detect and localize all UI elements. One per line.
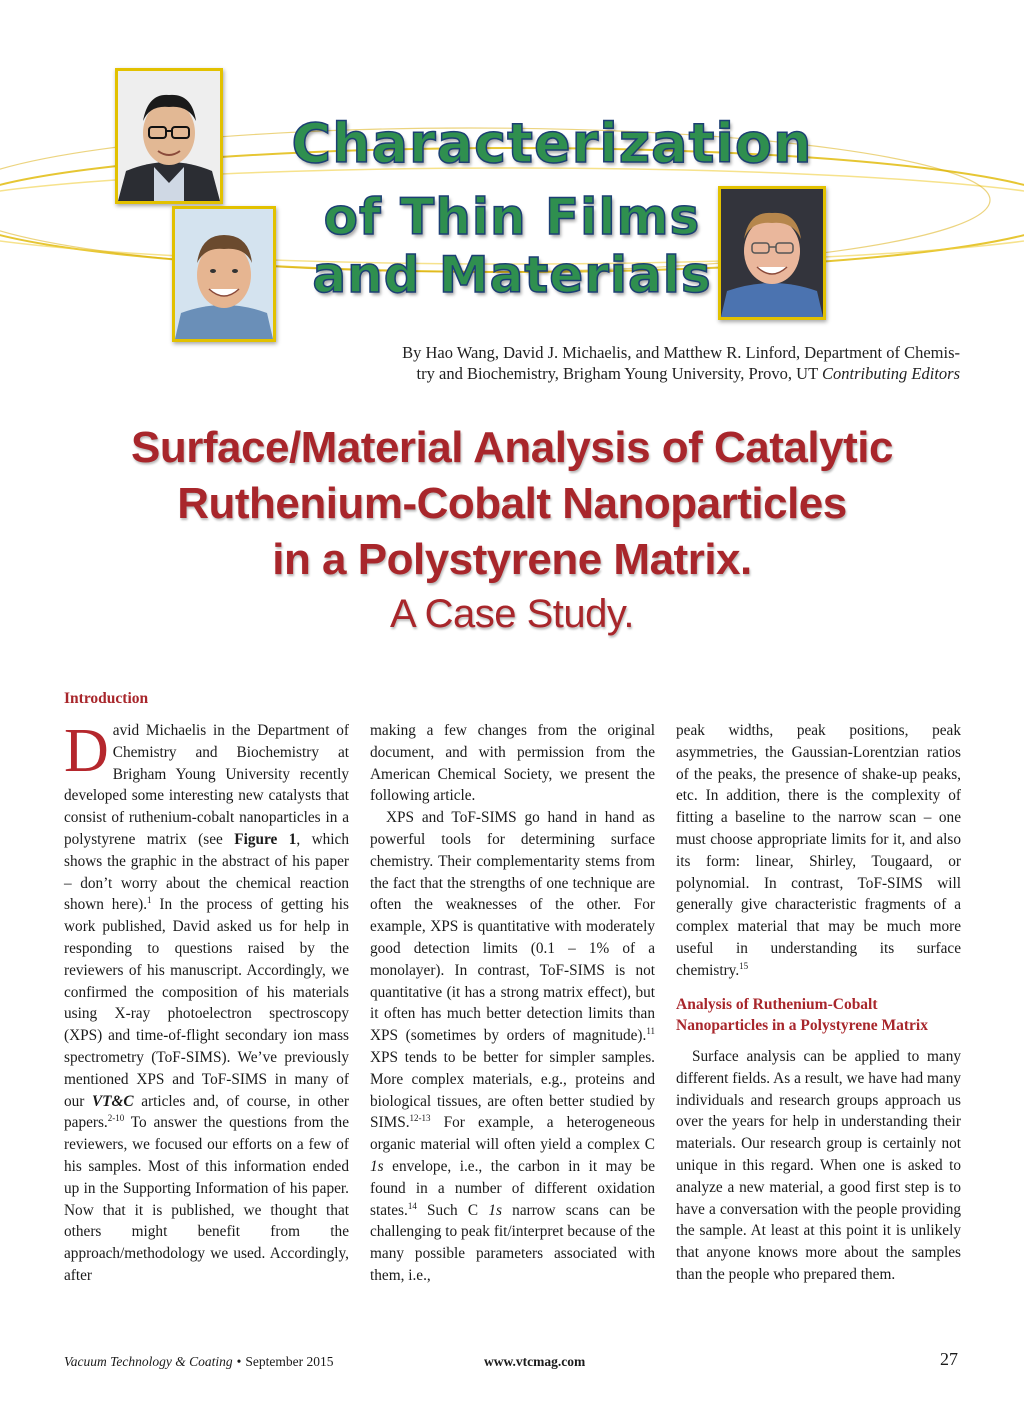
banner-title-line-1: Characterization <box>291 112 813 175</box>
body-column-1 <box>64 717 350 1287</box>
banner-title-line-3: and Materials <box>312 246 712 304</box>
text-run: XPS and ToF-SIMS go hand in hand as powerful tools for determining surface chemistry. Their complementarity stems from the fact that the strengths of one technique are often the weaknesses of the other. For example, XPS is quantitative with moderately good detection limits (0.1 – 1% of a monolayer). In contrast, ToF-SIMS is not quantitative (it has a strong matrix effect), but it often has much better detection limits than XPS (sometimes by orders of magnitude). <box>370 809 655 1045</box>
paragraph: Surface analysis can be applied to many different fields. As a result, we have had many individuals and research groups approach us over the years for help in understanding their materials. Our research group is certainly not unique in this regard. When one is asked to analyze a new material, a good first step is to have a conversation with the people providing the sample. At least at this point it is unlikely that anyone knows more about the samples than the people who prepared them. <box>676 1048 961 1283</box>
footer-publication <box>64 1354 333 1370</box>
text-run: XPS tends to be better for simpler samples. More complex materials, e.g., proteins and biological tissues, are often better studied by SIMS. <box>370 1048 655 1132</box>
byline-line-1: By Hao Wang, David J. Michaelis, and Matthew R. Linford, Department of Chemis- <box>402 343 960 362</box>
paragraph: making a few changes from the original document, and with permission from the American Chemical Society, we present the following article. <box>370 722 655 805</box>
article-headline <box>40 420 984 640</box>
text-run: envelope, i.e., the carbon in it may be found in a number of different oxidation states. <box>370 1157 655 1219</box>
text-run: In the process of getting his work published, David asked us for help in responding to questions raised by the reviewers of his manuscript. Accordingly, we confirmed the composition of his materials using X-ray photoelectron spectroscopy (XPS) and time-of-flight secondary ion mass spectrometry (ToF-SIMS). We’ve previously mentioned XPS and ToF-SIMS in many of our <box>64 896 349 1110</box>
text-run: Such C <box>416 1201 489 1219</box>
orbital-label: 1s <box>488 1201 502 1219</box>
body-column-3 <box>676 720 961 982</box>
text-run: peak widths, peak positions, peak asymmetries, the Gaussian-Lorentzian ratios of the peaks, the presence of shake-up peaks, etc. In addition, there is the complexity of fitting a baseline to the narrow scan – one must choose appropriate limits for it, and also its form: linear, Shirley, Tougaard, or polynomial. In contrast, ToF-SIMS will generally give characteristic fragments of a complex material that may be much more useful in understanding its surface chemistry. <box>676 722 961 979</box>
byline-line-2 <box>360 363 960 384</box>
citation: 2-10 <box>107 1113 125 1124</box>
headline-line-3: in a Polystyrene Matrix. <box>272 535 752 584</box>
byline-affiliation: try and Biochemistry, Brigham Young University, Provo, UT <box>416 364 818 383</box>
text-run: For example, a heterogeneous organic material will often yield a complex C <box>370 1114 655 1154</box>
footer-url[interactable]: www.vtcmag.com <box>484 1354 586 1369</box>
section-heading-introduction: Introduction <box>64 690 149 707</box>
headline-line-1: Surface/Material Analysis of Catalytic <box>131 423 893 472</box>
citation: 15 <box>739 960 749 971</box>
citation: 12-13 <box>409 1113 431 1124</box>
text-run: avid Michaelis in the Department of Chemistry and Biochemistry at Brigham Young University recently developed some interesting new catalysts that consist of ruthenium-cobalt nanoparticles in a polystyrene matrix (see <box>64 722 349 848</box>
footer-magazine: Vacuum Technology & Coating <box>64 1354 233 1369</box>
byline-editors: Contributing Editors <box>822 364 960 383</box>
text-run: narrow scans can be challenging to peak fit/interpret because of the many possible parameters associated with them, i.e., <box>370 1201 655 1284</box>
footer-bullet: • <box>236 1354 242 1369</box>
body-column-2 <box>370 720 655 1287</box>
banner-title-line-2: of Thin Films <box>323 188 701 246</box>
footer-date: September 2015 <box>245 1354 334 1369</box>
intro-paragraph <box>64 717 350 1287</box>
text-run: To answer the questions from the reviewers, we focused our efforts on a few of his samples. Most of this information ended up in the Supporting Information of his paper. Now that it is published, we thought that others might benefit from the approach/methodology we used. Accordingly, after <box>64 1114 349 1284</box>
byline <box>360 342 960 384</box>
paragraph <box>676 720 961 982</box>
citation: 1 <box>147 895 152 906</box>
page-number: 27 <box>940 1349 958 1369</box>
citation: 14 <box>407 1200 417 1211</box>
magazine-brand: VT&C <box>91 1092 134 1110</box>
paragraph <box>370 807 655 1287</box>
citation: 11 <box>646 1026 655 1037</box>
figure-reference: Figure 1 <box>234 830 297 848</box>
headline-subtitle: A Case Study. <box>389 592 634 636</box>
text-run: articles and, of course, in other papers. <box>64 1092 350 1132</box>
text-run: , which shows the graphic in the abstract of his paper – don’t worry about the chemical reaction shown here). <box>64 830 349 914</box>
orbital-label: 1s <box>370 1157 384 1175</box>
section-heading-analysis: Analysis of Ruthenium-Cobalt Nanoparticles in a Polystyrene Matrix <box>676 996 928 1034</box>
drop-cap: D <box>64 717 109 785</box>
banner <box>0 40 1024 340</box>
body-column-3-continued <box>676 1046 961 1286</box>
headline-line-2: Ruthenium-Cobalt Nanoparticles <box>177 479 847 528</box>
